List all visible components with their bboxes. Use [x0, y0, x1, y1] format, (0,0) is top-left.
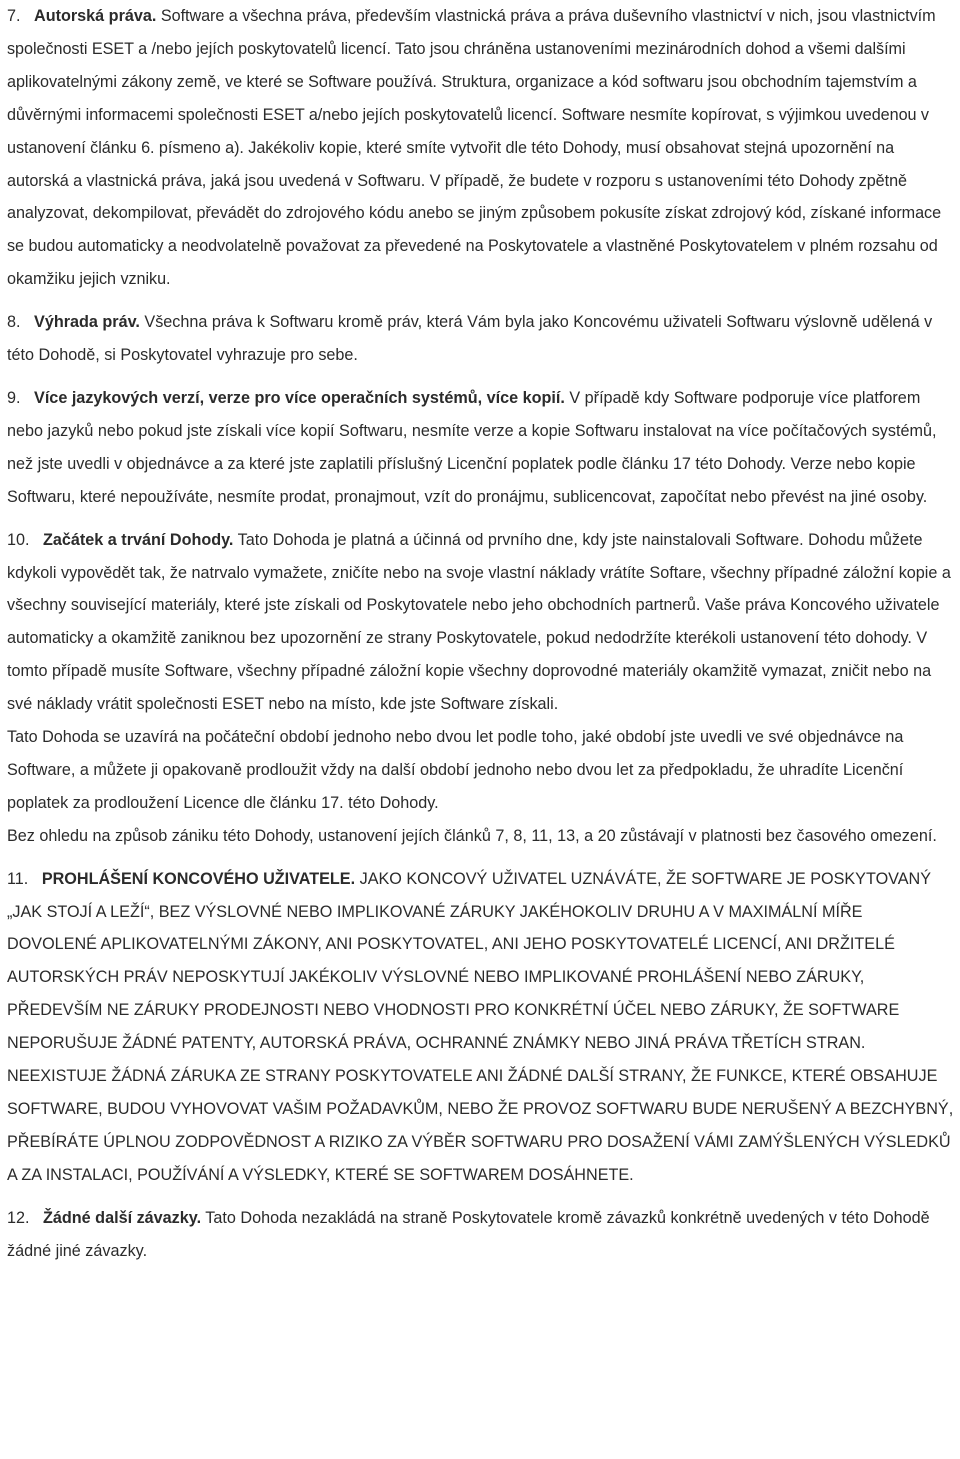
section-10	[7, 524, 955, 853]
section-number: 10.	[7, 530, 30, 549]
section-number: 8.	[7, 313, 21, 332]
section-9	[7, 382, 955, 514]
section-body: Software a všechna práva, především vlastnická práva a práva duševního vlastnictví v nich, jsou vlastnictvím společnosti ESET a /nebo jejích poskytovatelů licencí. Tato jsou chráněna ustanoveními mezinárodních dohod a všemi dalšími aplikovatelnými zákony země, ve které se Software používá. Struktura, organizace a kód softwaru jsou obchodním tajemstvím a důvěrnými informacemi společnosti ESET a/nebo jejích poskytovatelů licencí. Software nesmíte kopírovat, s výjimkou uvedenou v ustanovení článku 6. písmeno a). Jakékoliv kopie, které smíte vytvořit dle této Dohody, musí obsahovat stejná upozornění na autorská a vlastnická práva, jaká jsou uvedená v Softwaru. V případě, že budete v rozporu s ustanoveními této Dohody zpětně analyzovat, dekompilovat, převádět do zdrojového kódu anebo se jiným způsobem pokusíte získat zdrojový kód, získané informace se budou automaticky a neodvolatelně považovat za převedené na Poskytovatele a vlastněné Poskytovatelem v plném rozsahu od okamžiku jejich vzniku.	[7, 7, 942, 289]
section-paragraph	[7, 524, 955, 721]
section-extra-paragraph: Bez ohledu na způsob zániku této Dohody, ustanovení jejích článků 7, 8, 11, 13, a 20 zůstávají v platnosti bez časového omezení.	[7, 826, 937, 845]
section-12	[7, 1202, 955, 1268]
section-title: Začátek a trvání Dohody.	[43, 530, 234, 549]
section-title: Žádné další závazky.	[43, 1208, 202, 1227]
section-8	[7, 306, 955, 372]
section-number: 12.	[7, 1208, 30, 1227]
section-title: Více jazykových verzí, verze pro více operačních systémů, více kopií.	[34, 388, 565, 407]
section-body: V případě kdy Software podporuje více platforem nebo jazyků nebo pokud jste získali více kopií Softwaru, nesmíte verze a kopie Softwaru instalovat na více počítačových systémů, než jste uvedli v objednávce a za které jste zaplatili příslušný Licenční poplatek podle článku 17 této Dohody. Verze nebo kopie Softwaru, které nepoužíváte, nesmíte prodat, pronajmout, vzít do pronájmu, sublicencovat, započítat nebo převést na jiné osoby.	[7, 388, 937, 506]
section-number: 11.	[7, 869, 29, 888]
section-extra-paragraph: Tato Dohoda se uzavírá na počáteční období jednoho nebo dvou let podle toho, jaké období jste uvedli ve své objednávce na Software, a můžete ji opakovaně prodloužit vždy na další období jednoho nebo dvou let za předpokladu, že uhradíte Licenční poplatek za prodloužení Licence dle článku 17. této Dohody.	[7, 728, 904, 812]
section-body: Tato Dohoda nezakládá na straně Poskytovatele kromě závazků konkrétně uvedených v této Dohodě žádné jiné závazky.	[7, 1208, 930, 1260]
section-title: PROHLÁŠENÍ KONCOVÉHO UŽIVATELE.	[41, 869, 356, 888]
section-paragraph	[7, 0, 955, 296]
document-content	[7, 0, 955, 1268]
section-paragraph	[7, 863, 955, 1192]
section-body: JAKO KONCOVÝ UŽIVATEL UZNÁVÁTE, ŽE SOFTWARE JE POSKYTOVANÝ „JAK STOJÍ A LEŽÍ“, BEZ VÝSLOVNÉ NEBO IMPLIKOVANÉ ZÁRUKY JAKÉHOKOLIV DRUHU A V MAXIMÁLNÍ MÍŘE DOVOLENÉ APLIKOVATELNÝMI ZÁKONY, ANI POSKYTOVATEL, ANI JEHO POSKYTOVATELÉ LICENCÍ, ANI DRŽITELÉ AUTORSKÝCH PRÁV NEPOSKYTUJÍ JAKÉKOLIV VÝSLOVNÉ NEBO IMPLIKOVANÉ PROHLÁŠENÍ NEBO ZÁRUKY, PŘEDEVŠÍM NE ZÁRUKY PRODEJNOSTI NEBO VHODNOSTI PRO KONKRÉTNÍ ÚČEL NEBO ZÁRUKY, ŽE SOFTWARE NEPORUŠUJE ŽÁDNÉ PATENTY, AUTORSKÁ PRÁVA, OCHRANNÉ ZNÁMKY NEBO JINÁ PRÁVA TŘETÍCH STRAN. NEEXISTUJE ŽÁDNÁ ZÁRUKA ZE STRANY POSKYTOVATELE ANI ŽÁDNÉ DALŠÍ STRANY, ŽE FUNKCE, KTERÉ OBSAHUJE SOFTWARE, BUDOU VYHOVOVAT VAŠIM POŽADAVKŮM, NEBO ŽE PROVOZ SOFTWARU BUDE NERUŠENÝ A BEZCHYBNÝ, PŘEBÍRÁTE ÚPLNOU ZODPOVĚDNOST A RIZIKO ZA VÝBĚR SOFTWARU PRO DOSAŽENÍ VÁMI ZAMÝŠLENÝCH VÝSLEDKŮ A ZA INSTALACI, POUŽÍVÁNÍ A VÝSLEDKY, KTERÉ SE SOFTWAREM DOSÁHNETE.	[7, 869, 954, 1184]
section-11	[7, 863, 955, 1192]
section-paragraph	[7, 306, 955, 372]
section-body: Všechna práva k Softwaru kromě práv, která Vám byla jako Koncovému uživateli Softwaru výslovně udělená v této Dohodě, si Poskytovatel vyhrazuje pro sebe.	[7, 313, 933, 365]
section-paragraph	[7, 1202, 955, 1268]
section-paragraph	[7, 382, 955, 514]
section-number: 9.	[7, 388, 21, 407]
section-title: Autorská práva.	[34, 7, 157, 25]
section-title: Výhrada práv.	[34, 313, 140, 332]
section-body: Tato Dohoda je platná a účinná od prvního dne, kdy jste nainstalovali Software. Dohodu můžete kdykoli vypovědět tak, že natrvalo vymažete, zničíte nebo na svoje vlastní náklady vrátíte Softare, všechny případné záložní kopie a všechny související materiály, které jste získali od Poskytovatele nebo jeho obchodních partnerů. Vaše práva Koncového uživatele automaticky a okamžitě zaniknou bez upozornění ze strany Poskytovatele, pokud nedodržíte kterékoli ustanovení této dohody. V tomto případě musíte Software, všechny případné záložní kopie všechny doprovodné materiály okamžitě vymazat, zničit nebo na své náklady vrátit společnosti ESET nebo na místo, kde jste Software získali.	[7, 530, 951, 714]
section-number: 7.	[7, 7, 21, 25]
section-7	[7, 0, 955, 296]
